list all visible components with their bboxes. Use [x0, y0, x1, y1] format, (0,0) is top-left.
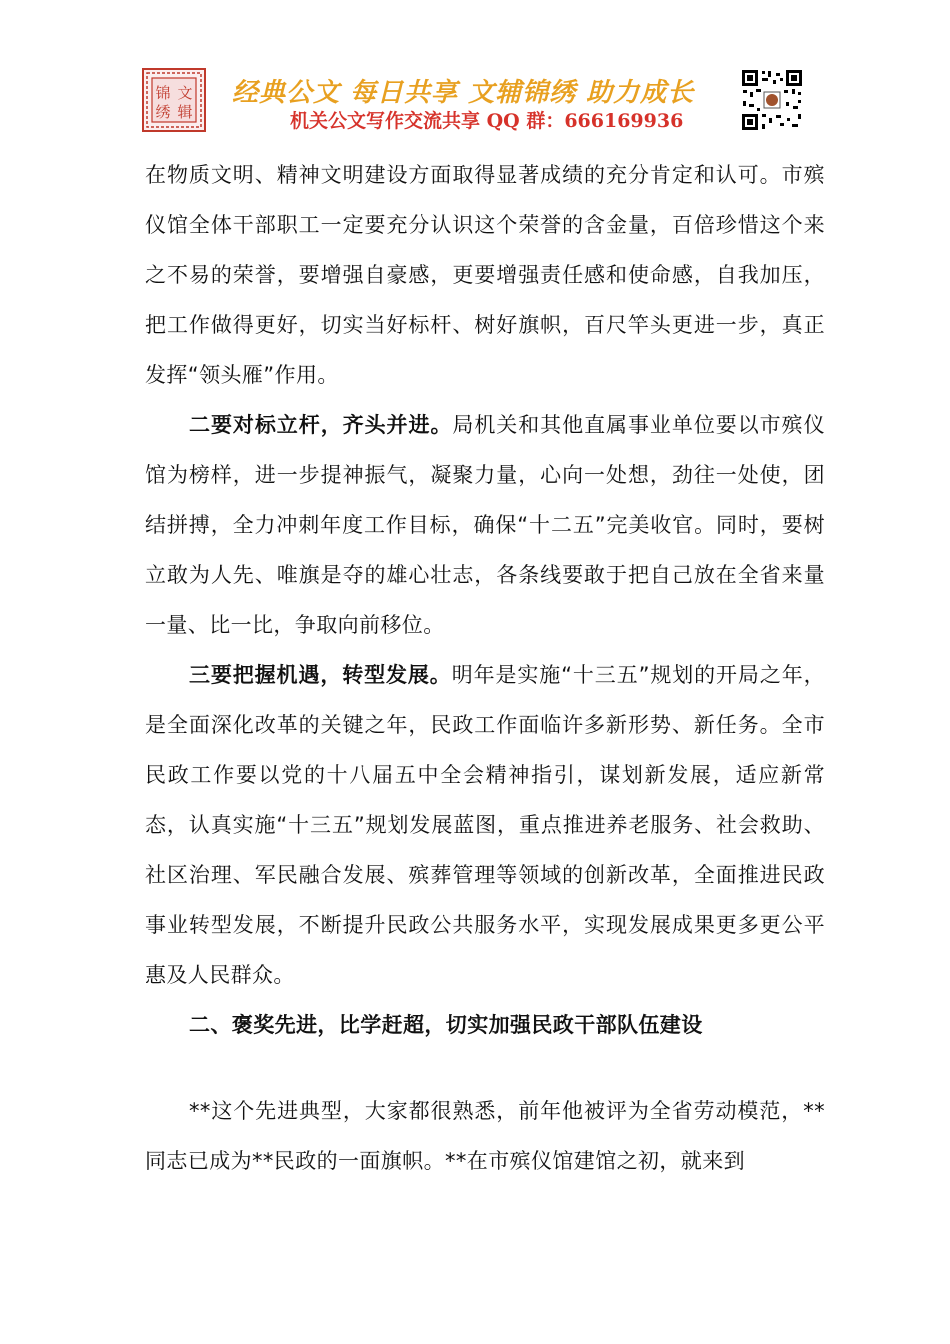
paragraph-1: 在物质文明、精神文明建设方面取得显著成绩的充分肯定和认可。市殡仪馆全体干部职工一定要充分认识这个荣誉的含金量，百倍珍惜这个来之不易的荣誉，要增强自豪感，更要增强责任感和使命感，自我加压，把工作做得更好，切实当好标杆、树好旗帜，百尺竿头更进一步，真正发挥“领头雁”作用。 — [145, 163, 825, 387]
paragraph-4: **这个先进典型，大家都很熟悉，前年他被评为全省劳动模范，**同志已成为**民政的一面旗帜。**在市殡仪馆建馆之初，就来到 — [145, 1099, 825, 1173]
paragraph-2-text: 局机关和其他直属事业单位要以市殡仪馆为榜样，进一步提神振气，凝聚力量，心向一处想，劲往一处使，团结拼搏，全力冲刺年度工作目标，确保“十二五”完美收官。同时，要树立敢为人先、唯旗是夺的雄心壮志，各条线要敢于把自己放在全省来量一量、比一比，争取向前移位。 — [145, 413, 825, 637]
svg-text:绣: 绣 — [155, 103, 171, 121]
document-body — [145, 150, 825, 1186]
paragraph-2-lead: 二要对标立杆，齐头并进。 — [189, 413, 453, 437]
section-spacer — [145, 1050, 825, 1086]
svg-text:辑: 辑 — [177, 103, 193, 121]
seal-logo-icon — [142, 68, 206, 132]
page-header-banner — [140, 66, 810, 138]
svg-text:文: 文 — [177, 84, 193, 102]
section-heading: 二、褒奖先进，比学赶超，切实加强民政干部队伍建设 — [189, 1013, 703, 1037]
header-slogan: 经典公文 每日共享 文辅锦绣 助力成长 — [232, 78, 695, 108]
paragraph-3 — [145, 650, 825, 1000]
paragraph-3-lead: 三要把握机遇，转型发展。 — [189, 663, 452, 687]
header-qq-group-line: 机关公文写作交流共享 QQ 群：666169936 — [290, 110, 684, 132]
paragraph-2 — [145, 400, 825, 650]
qr-code-icon[interactable] — [740, 68, 804, 132]
svg-text:锦: 锦 — [155, 84, 171, 102]
paragraph-3-text: 明年是实施“十三五”规划的开局之年，是全面深化改革的关键之年，民政工作面临许多新形势、新任务。全市民政工作要以党的十八届五中全会精神指引，谋划新发展，适应新常态，认真实施“十三五”规划发展蓝图，重点推进养老服务、社会救助、社区治理、军民融合发展、殡葬管理等领域的创新改革，全面推进民政事业转型发展，不断提升民政公共服务水平，实现发展成果更多更公平惠及人民群众。 — [145, 663, 825, 987]
